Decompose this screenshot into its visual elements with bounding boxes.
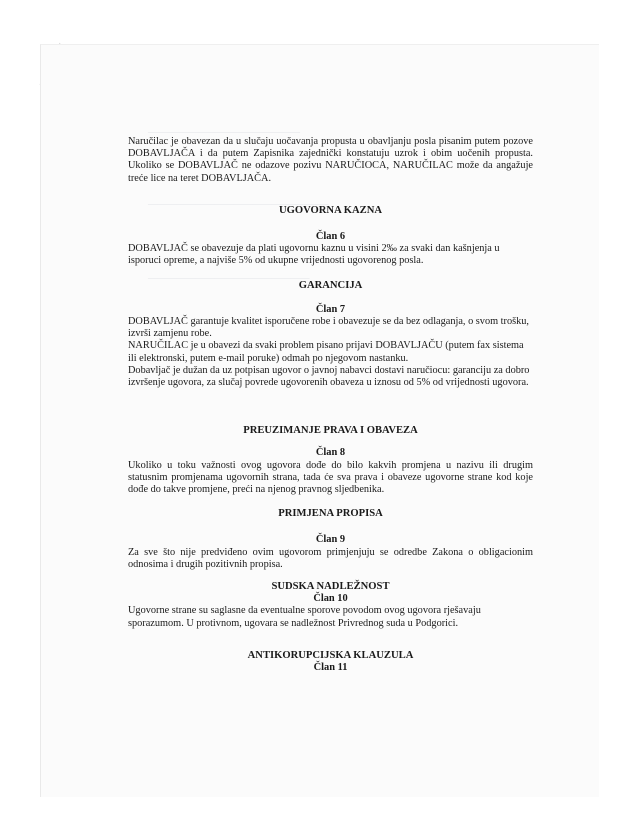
article-6-title: Član 6 [315, 231, 346, 243]
article-7-title: Član 7 [315, 303, 346, 315]
article-7-paragraph-2: NARUČILAC je u obavezi da svaki problem pisano prijavi DOBAVLJAČU (putem fax sistema ili elektronski, putem e-mail poruke) odmah po njegovom nastanku. [128, 340, 524, 364]
document-body [128, 136, 533, 674]
show-through-text: ———————————————— [148, 128, 300, 138]
article-11-title: Član 11 [313, 662, 348, 674]
article-8-paragraph: Ukoliko u toku važnosti ovog ugovora dođe do bilo kakvih promjena u nazivu ili drugim statusnim promjenama ugovornih strana, tada će sva prava i obaveze ugovorne strane kod koje dođe do takve promjene, preći na njenog pravnog sljedbenika. [128, 459, 533, 496]
article-9-paragraph: Za sve što nije predviđeno ovim ugovorom primjenjuju se odredbe Zakona o obligacionim odnosima i drugih pozitivnih propisa. [128, 546, 533, 570]
show-through-text: ————————————————— [148, 274, 310, 284]
article-7-paragraph-3: Dobavljač je dužan da uz potpisan ugovor o javnoj nabavci dostavi naručiocu: garanciju za dobro izvršenje ugovora, za slučaj povrede ugovorenih obaveza u iznosu od 5% od vrijednosti ugovora. [128, 364, 530, 389]
section-heading-garancija: GARANCIJA [298, 279, 363, 291]
section-heading-sudska-nadleznost: SUDSKA NADLEŽNOST [271, 581, 390, 593]
section-heading-antikorupcijska-klauzula: ANTIKORUPCIJSKA KLAUZULA [247, 649, 414, 661]
article-7-paragraph-1: DOBAVLJAČ garantuje kvalitet isporučene robe i obavezuje se da bez odlaganja, o svom trošku, izvrši zamjenu robe. [128, 316, 529, 340]
article-10-paragraph: Ugovorne strane su saglasne da eventualne sporove povodom ovog ugovora rješavaju sporazumom. U protivnom, ugovara se nadležnost Privrednog suda u Podgorici. [128, 605, 481, 629]
show-through-text: ——————————————————— [148, 200, 329, 210]
intro-paragraph: Naručilac je obavezan da u slučaju uočavanja propusta u obavljanju posla pisanim putem pozove DOBAVLJAČA i da putem Zapisnika zajednički konstatuju uzrok i obim uočenih propusta. Ukoliko se DOBAVLJAČ ne odazove pozivu NARUČIOCA, NARUČILAC može da angažuje treće lice na teret DOBAVLJAČA. [128, 136, 533, 184]
article-8-title: Član 8 [315, 447, 346, 459]
article-6-paragraph: DOBAVLJAČ se obavezuje da plati ugovornu kaznu u visini 2‰ za svaki dan kašnjenja u isporuci opreme, a najviše 5% od ukupne vrijednosti ugovorenog posla. [128, 243, 500, 267]
section-heading-preuzimanje-prava: PREUZIMANJE PRAVA I OBAVEZA [243, 425, 418, 437]
section-heading-primjena-propisa: PRIMJENA PROPISA [278, 508, 383, 520]
article-9-title: Član 9 [315, 534, 346, 546]
article-10-title: Član 10 [313, 593, 348, 605]
section-heading-ugovorna-kazna: UGOVORNA KAZNA [278, 204, 383, 216]
